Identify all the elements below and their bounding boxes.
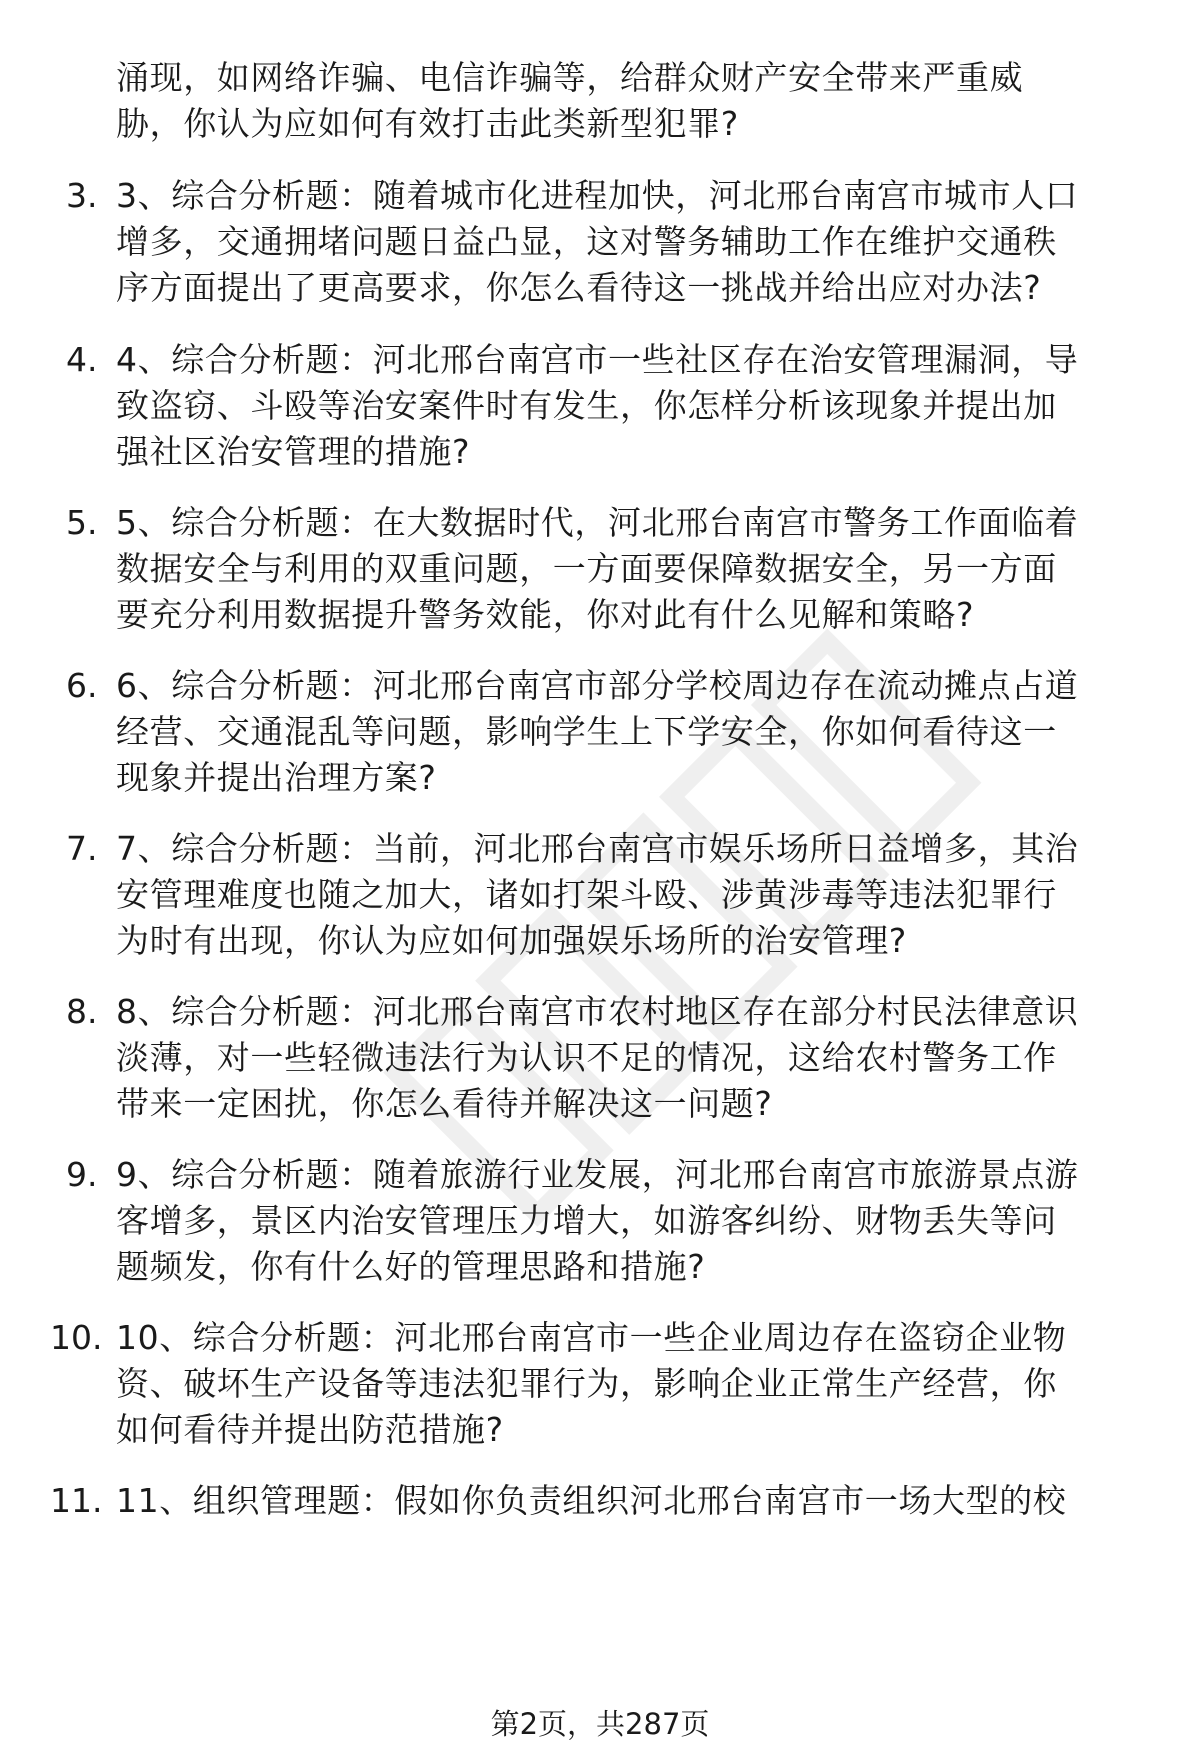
question-line: 如何看待并提出防范措施? (116, 1410, 504, 1449)
intro-line: 胁，你认为应如何有效打击此类新型犯罪? (116, 104, 739, 143)
question-line: 4、综合分析题：河北邢台南宫市一些社区存在治安管理漏洞，导 (116, 340, 1079, 379)
question-line: 序方面提出了更高要求，你怎么看待这一挑战并给出应对办法? (116, 268, 1042, 307)
question-line: 要充分利用数据提升警务效能，你对此有什么见解和策略? (116, 595, 975, 634)
question-number: 11. (50, 1481, 103, 1520)
question-number: 10. (50, 1318, 103, 1357)
question-line: 增多，交通拥堵问题日益凸显，这对警务辅助工作在维护交通秩 (116, 222, 1057, 261)
question-number: 9. (66, 1155, 98, 1194)
question-line: 11、组织管理题：假如你负责组织河北邢台南宫市一场大型的校 (116, 1481, 1067, 1520)
intro-line: 涌现，如网络诈骗、电信诈骗等，给群众财产安全带来严重威 (116, 58, 1024, 97)
question-line: 带来一定困扰，你怎么看待并解决这一问题? (116, 1084, 773, 1123)
question-line: 强社区治安管理的措施? (116, 432, 471, 471)
question-number: 5. (66, 503, 98, 542)
question-line: 淡薄，对一些轻微违法行为认识不足的情况，这给农村警务工作 (116, 1038, 1057, 1077)
question-line: 7、综合分析题：当前，河北邢台南宫市娱乐场所日益增多，其治 (116, 829, 1079, 868)
question-line: 资、破坏生产设备等违法犯罪行为，影响企业正常生产经营，你 (116, 1364, 1057, 1403)
question-number: 3. (66, 176, 98, 215)
question-line: 现象并提出治理方案? (116, 758, 437, 797)
question-number: 7. (66, 829, 98, 868)
question-number: 6. (66, 666, 98, 705)
question-line: 9、综合分析题：随着旅游行业发展，河北邢台南宫市旅游景点游 (116, 1155, 1079, 1194)
question-number: 4. (66, 340, 98, 379)
question-line: 5、综合分析题：在大数据时代，河北邢台南宫市警务工作面临着 (116, 503, 1079, 542)
question-number: 8. (66, 992, 98, 1031)
question-line: 数据安全与利用的双重问题，一方面要保障数据安全，另一方面 (116, 549, 1057, 588)
page-footer: 第2页，共287页 (490, 1707, 710, 1741)
question-line: 6、综合分析题：河北邢台南宫市部分学校周边存在流动摊点占道 (116, 666, 1079, 705)
question-line: 安管理难度也随之加大，诸如打架斗殴、涉黄涉毒等违法犯罪行 (116, 875, 1057, 914)
question-line: 经营、交通混乱等问题，影响学生上下学安全，你如何看待这一 (116, 712, 1057, 751)
question-line: 3、综合分析题：随着城市化进程加快，河北邢台南宫市城市人口 (116, 176, 1079, 215)
question-line: 为时有出现，你认为应如何加强娱乐场所的治安管理? (116, 921, 907, 960)
question-line: 客增多，景区内治安管理压力增大，如游客纠纷、财物丢失等问 (116, 1201, 1057, 1240)
question-line: 8、综合分析题：河北邢台南宫市农村地区存在部分村民法律意识 (116, 992, 1079, 1031)
question-line: 10、综合分析题：河北邢台南宫市一些企业周边存在盗窃企业物 (116, 1318, 1067, 1357)
question-line: 致盗窃、斗殴等治安案件时有发生，你怎样分析该现象并提出加 (116, 386, 1057, 425)
question-line: 题频发，你有什么好的管理思路和措施? (116, 1247, 706, 1286)
